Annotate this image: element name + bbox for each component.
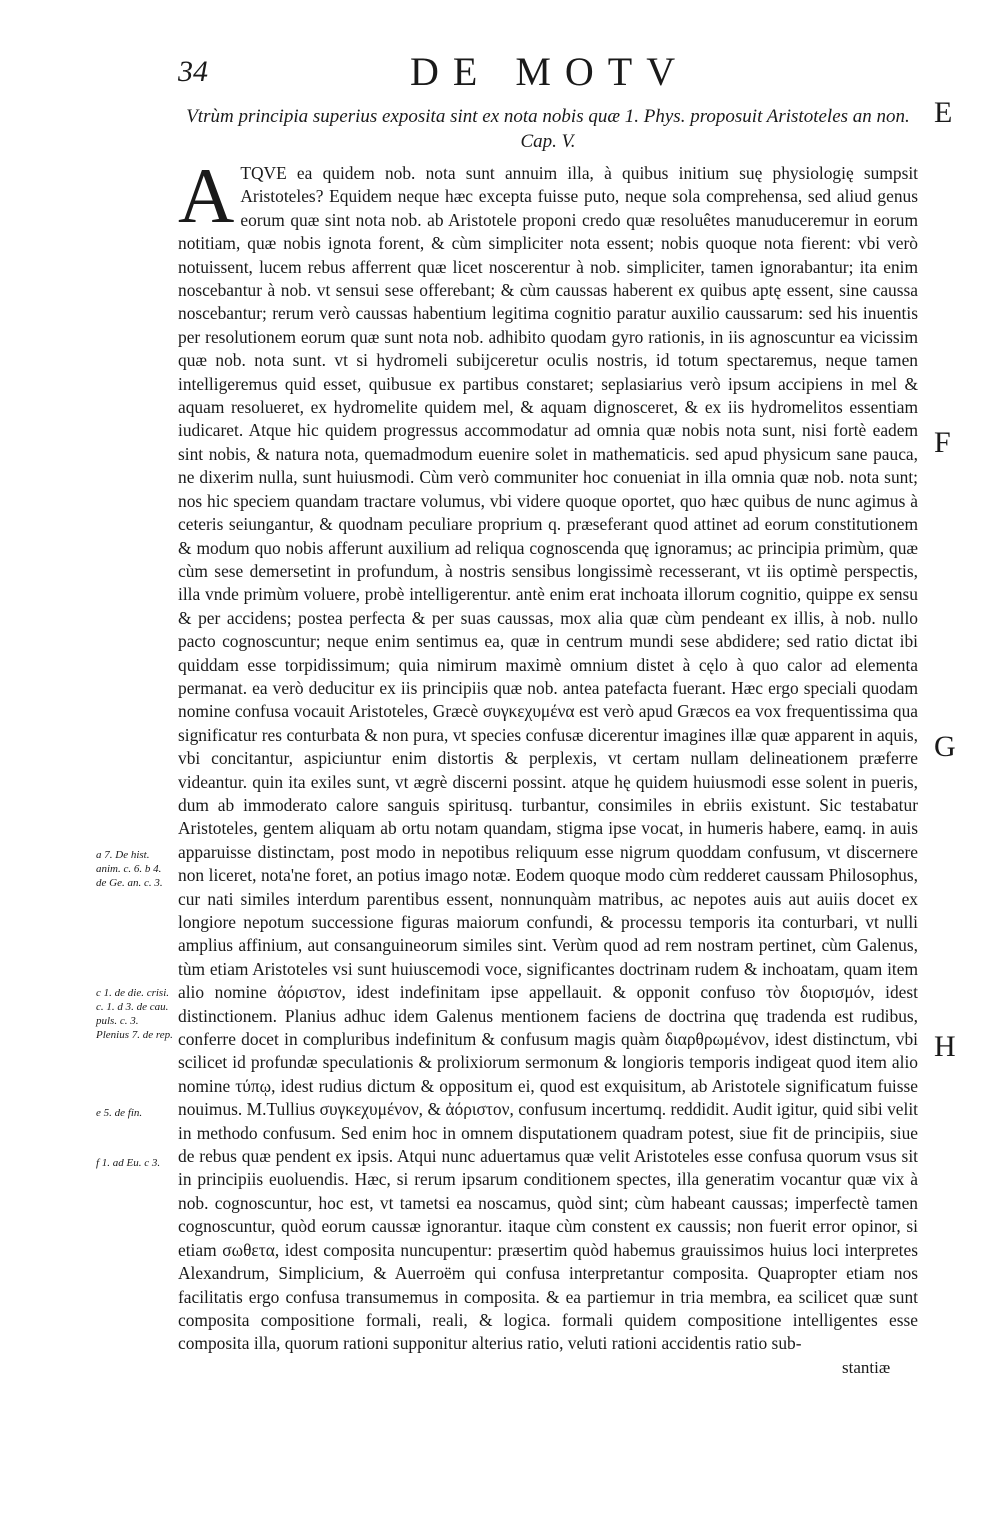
chapter-number: Cap. V. (520, 131, 576, 152)
page-number: 34 (178, 55, 208, 88)
margin-letter-e: E (934, 96, 953, 129)
paragraph-text: TQVE ea quidem nob. nota sunt annuim illa, à quibus initium suę physiologię sumpsit Aristoteles? Equidem neque hæc excepta fuisse puto, neque sola comprehensa, sed aliud genus eorum quæ sint nota nob. ab Aristotele proponi credo quæ resoluêtes manuduceremur in eorum notitiam, quæ nobis ignota forent, & cùm simpliciter nota essent; nobis quoque nota fierent: vbi verò notuissent, lucem rebus afferrent quæ licet noscerentur à nob. simpliciter, tamen ignorabantur; ita enim noscebantur à nob. vt sensui sese offerebant; & cùm caussas haberent ex quibus aptę essent, sine caussa noscebantur; rerum verò caussas habentium legitima cognitio paratur auxilio caussarum: sed his inuentis per resolutionem eorum quæ sunt nota nob. adhibito quodam gyro rationis, in iis agnoscuntur ea vicissim quæ nob. nota sunt. vt si hydromeli subijceretur oculis nostris, id totum spectaremus, neque tamen intelligeremus quid esset, quibusue ex partibus constaret; seplasiarius verò ipsum accipiens in mel & aquam resolueret, ex hydromelite quidem mel, & aquam dignosceret, & ex iis hydromelitos essentiam iudicaret. Atque hic quidem progressus accommodatur ad omnia quæ nobis nota sunt, nisi fortè eadem sint nobis, & natura nota, quemadmodum euenire solet in mathematicis. sed apud physicum sane pauca, ne dixerim nulla, sunt huiusmodi. Cùm verò communiter hoc conueniat in illa omnia quæ nob. nota sunt; nos hic speciem quandam tractare volumus, vbi videre quoque oportet, quo hæc quibus de nunc agimus à ceteris seiungantur, & quodnam peculiare proprium q. præseferant quod attinet ad eorum constitutionem & modum quo nobis afferunt auxilium ad reliqua cognoscenda quę ignoramus; ac principia primùm, quæ cùm sese demersetint in profundum, à nostris sensibus longissimè recesserant, vt iis optimè perspectis, illa vnde primùm voluere, probè intelligerentur. antè enim erat inchoata illorum cognitio, quippe ex sensu & per accidens; postea perfecta & per suas caussas, mox alia quæ cùm pendeant ex illis, à nob. nullo pacto cognoscuntur; neque enim sentimus ea, quæ in centrum mundi sese abdidere; sed ratio dictat ibi quiddam esse torpidissimum; quia nimirum maximè omnium distet à cęlo à quo calor ad elementa permanat. ea verò deducitur ex iis principiis quæ nob. antea patefacta fuerant. Hæc ergo speciali quodam nomine confusa vocauit Aristoteles, Græcè συγκεχυμένα est verò apud Græcos ea vox frequentissima qua significatur res conturbata & non pura, vt species confusæ dicerentur imagines illæ quæ apparent in aquis, vbi concitantur, aspiciuntur enim distortis & perplexis, vt certam nullam delineationem præferre videantur. quin ita exiles sunt, vt ægrè discerni possint. atque hę quidem huiusmodi esse solent in pueris, dum ab immoderato calore sanguis spiritusq. turbantur, consimiles in ebriis existunt. Sic testabatur Aristoteles, gentem aliquam ab ortu notam quandam, stigma ipse vocat, in humeris habere, eamq. in auis apparuisse distinctam, post modo in nepotibus reliquum esse nigrum quoddam confusum, vt discernere non liceret, nota'ne foret, an potius imago notæ. Eodem quoque modo cùm redderet caussam Philosophus, cur nati similes interdum parentibus essent, nonnunquàm matribus, ac nepotes auis aut auiis docet ex longiore nepotum successione figuras maiorum confundi, & processu temporis ita conturbari, vt nulli amplius affinium, aut consanguineorum similes sint. Verùm quod ad rem nostram pertinet, cùm Galenus, tùm etiam Aristoteles vsi sunt huiuscemodi voce, significantes doctrinam rudem & inchoatam, quam item alio nomine ἀόριστον, idest indefinitam ipse appellauit. & opponit confuso τὸν διορισμόν, idest distinctionem. Planius adhuc idem Galenus mentionem faciens de doctrina quę tradenda est rudibus, conferre docet in compluribus indefinitum & confusum magis quàm διαρθρωμένον, idest distinctum, vbi scilicet id profundæ speculationis & prolixiorum sermonum & longioris temporis indigeat quod item alio nomine τύπῳ, idest rudius dictum & oppositum ei, quod est exquisitum, ab Aristotele significatum fuisse nouimus. M.Tullius συγκεχυμένον, & ἀόριστον, confusum incertumq. reddidit. Audit igitur, quid sibi velit in methodo confusum. Sed enim hoc in omnem disputationem quadram potest, siue fit de principiis, siue de rebus quæ pendent ex ipsis. Atqui nunc aduertamus quæ velit Aristoteles esse confusa quorum vsus sit in principiis euoluendis. Hæc, si rerum ipsarum conditionem spectes, illa generatim vocantur quæ vix à nob. cognoscuntur, hoc est, vt tametsi ea noscamus, quòd sint; cùm habeant caussas; imperfectè tamen cognoscuntur, quòd eorum caussæ ignorantur. itaque cùm constent ex caussis; non fuerit error opinor, si etiam σωθετα, idest composita nuncupentur: præsertim quòd habemus grauissimos huius loci interpretes Alexandrum, Simplicium, & Auerroëm qui confusa interpretantur composita. Quapropter etiam nos facilitatis ergo confusa transumemus in composita. & ea partiemur in tria membra, ea scilicet quæ sunt composita compositione formali, reali, & logica. formali quidem compositione intelligentes esse composita illa, quorum rationi supponitur alterius ratio, veluti rationi accidentis ratio sub- (178, 163, 918, 1354)
margin-note: e 5. de fin. (96, 1107, 143, 1119)
chapter-title-line: Vtrùm principia superius exposita sint ex nota nobis quæ 1. Phys. proposuit Aristoteles an non. (186, 106, 910, 127)
body-text (178, 152, 918, 1356)
paragraph (178, 152, 918, 1356)
margin-note: c 1. de die. crisi. c. 1. d 3. de cau. puls. c. 3. Plenius 7. de rep. (96, 987, 173, 1041)
chapter-title (178, 104, 918, 154)
margin-letter-h: H (934, 1030, 956, 1063)
drop-cap: A (178, 152, 235, 239)
catchword: stantiæ (842, 1358, 891, 1377)
margin-letter-g: G (934, 730, 956, 763)
margin-note: f 1. ad Eu. c 3. (96, 1157, 161, 1169)
running-head: DE MOTV (410, 49, 690, 94)
margin-note: a 7. De hist. anim. c. 6. b 4. de Ge. an. c. 3. (96, 849, 163, 889)
margin-letter-f: F (934, 426, 951, 459)
